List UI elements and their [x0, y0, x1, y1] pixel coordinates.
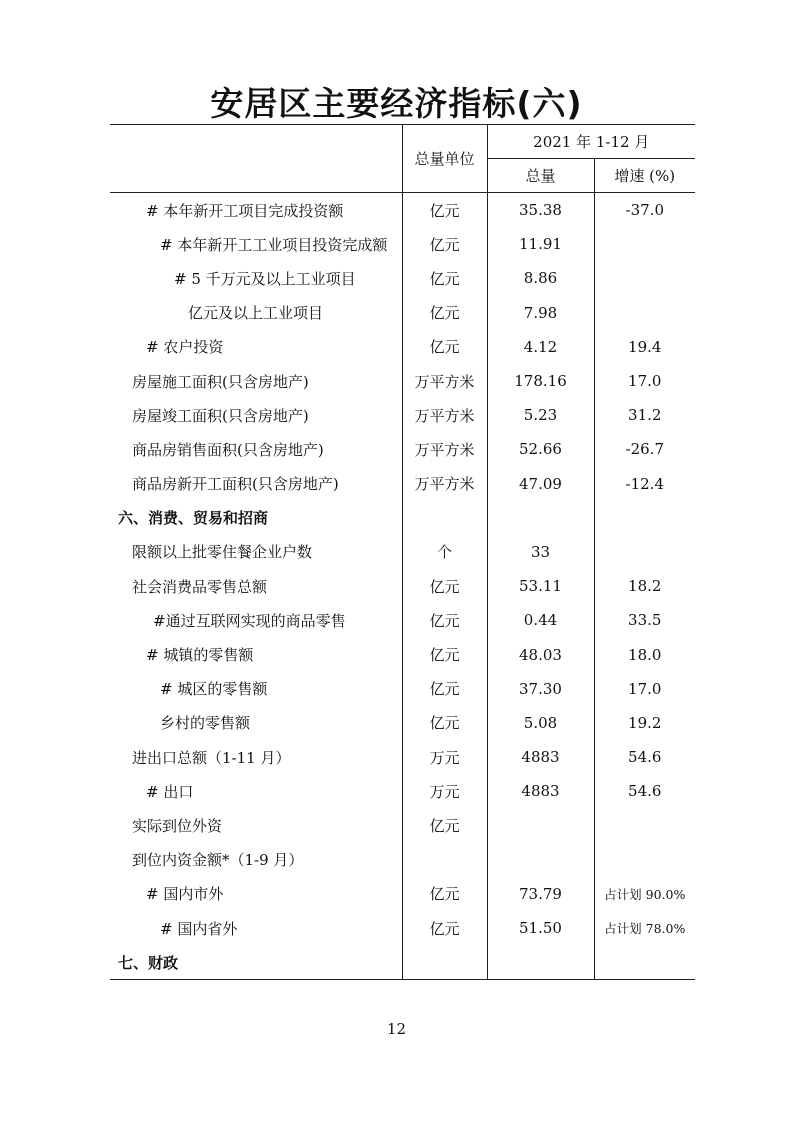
row-total: 51.50	[487, 911, 594, 945]
row-total	[487, 945, 594, 980]
table-row	[110, 432, 695, 466]
table-row	[110, 808, 695, 842]
row-growth: -37.0	[625, 201, 664, 220]
row-unit: 亿元	[402, 672, 487, 706]
row-unit: 亿元	[402, 706, 487, 740]
row-total: 4.12	[487, 330, 594, 364]
table-header	[110, 125, 695, 193]
row-total: 35.38	[487, 193, 594, 228]
section-heading: 六、消费、贸易和招商	[118, 509, 269, 528]
row-total	[487, 843, 594, 877]
row-growth: 占计划 90.0%	[604, 886, 686, 902]
row-label: 商品房新开工面积(只含房地产)	[132, 475, 339, 494]
header-growth: 增速 (%)	[594, 159, 695, 193]
row-growth: 54.6	[628, 748, 662, 767]
row-unit: 亿元	[402, 261, 487, 295]
row-unit: 万平方米	[402, 398, 487, 432]
table-row	[110, 398, 695, 432]
row-total: 52.66	[487, 432, 594, 466]
row-total: 178.16	[487, 364, 594, 398]
header-period: 2021 年 1-12 月	[533, 133, 650, 151]
row-unit: 万平方米	[402, 432, 487, 466]
table-row	[110, 877, 695, 911]
row-total: 37.30	[487, 672, 594, 706]
row-growth: 18.0	[628, 645, 662, 664]
row-label: # 国内市外	[146, 885, 224, 904]
header-blank-cell	[110, 125, 402, 193]
row-label: # 城镇的零售额	[146, 646, 254, 665]
row-label: 房屋竣工面积(只含房地产)	[132, 406, 309, 425]
table-row	[110, 774, 695, 808]
row-label: 到位内资金额*（1-9 月）	[132, 851, 304, 870]
table-row	[110, 740, 695, 774]
row-growth: -26.7	[625, 440, 664, 459]
row-growth: 19.4	[628, 337, 662, 356]
table-row	[110, 193, 695, 228]
row-unit: 万平方米	[402, 467, 487, 501]
row-total: 4883	[487, 740, 594, 774]
row-growth	[594, 227, 695, 261]
table-row	[110, 364, 695, 398]
row-growth: 19.2	[628, 713, 662, 732]
row-total: 53.11	[487, 569, 594, 603]
row-growth: 18.2	[628, 577, 662, 596]
table-row	[110, 569, 695, 603]
indicator-table	[110, 124, 695, 980]
row-total: 73.79	[487, 877, 594, 911]
row-growth: 33.5	[628, 611, 662, 630]
row-unit: 万平方米	[402, 364, 487, 398]
row-unit	[402, 945, 487, 980]
row-label: # 本年新开工项目完成投资额	[146, 201, 344, 220]
row-growth	[594, 808, 695, 842]
row-unit: 亿元	[402, 569, 487, 603]
table-row	[110, 843, 695, 877]
row-unit: 亿元	[402, 330, 487, 364]
row-label: 进出口总额（1-11 月）	[132, 748, 291, 767]
row-label: # 本年新开工工业项目投资完成额	[160, 235, 388, 254]
table-row	[110, 261, 695, 295]
row-growth	[594, 535, 695, 569]
row-total: 47.09	[487, 467, 594, 501]
row-label: 社会消费品零售总额	[132, 577, 268, 596]
row-label: # 城区的零售额	[160, 680, 268, 699]
row-label: # 国内省外	[160, 919, 238, 938]
row-growth	[594, 843, 695, 877]
header-total: 总量	[487, 159, 594, 193]
row-total: 0.44	[487, 603, 594, 637]
table-row	[110, 706, 695, 740]
table-body	[110, 193, 695, 980]
row-growth: 54.6	[628, 782, 662, 801]
table-row	[110, 227, 695, 261]
row-growth: 17.0	[628, 679, 662, 698]
section-row	[110, 945, 695, 980]
row-label: 限额以上批零住餐企业户数	[132, 543, 313, 562]
row-total: 11.91	[487, 227, 594, 261]
table-row	[110, 672, 695, 706]
row-label: 实际到位外资	[132, 816, 223, 835]
page-title: 安居区主要经济指标(六)	[210, 84, 583, 123]
row-growth	[594, 296, 695, 330]
row-unit: 亿元	[402, 637, 487, 671]
row-label: # 出口	[146, 782, 194, 801]
section-heading: 七、财政	[110, 945, 402, 980]
row-total: 8.86	[487, 261, 594, 295]
table-row	[110, 911, 695, 945]
row-total: 4883	[487, 774, 594, 808]
table-row	[110, 535, 695, 569]
page-number: 12	[386, 1020, 407, 1038]
row-total	[487, 808, 594, 842]
row-growth: 占计划 78.0%	[604, 921, 686, 937]
section-row	[110, 501, 695, 535]
row-total: 33	[487, 535, 594, 569]
row-total: 5.23	[487, 398, 594, 432]
row-growth: 17.0	[628, 372, 662, 391]
row-growth: 31.2	[628, 406, 662, 425]
row-total: 7.98	[487, 296, 594, 330]
table-row	[110, 637, 695, 671]
row-label: # 农户投资	[146, 338, 224, 357]
table-row	[110, 467, 695, 501]
row-total: 5.08	[487, 706, 594, 740]
row-unit: 亿元	[402, 603, 487, 637]
row-unit: 万元	[402, 740, 487, 774]
row-total: 48.03	[487, 637, 594, 671]
header-unit: 总量单位	[402, 125, 487, 193]
row-unit	[402, 843, 487, 877]
row-unit: 亿元	[402, 296, 487, 330]
row-label: #通过互联网实现的商品零售	[153, 611, 346, 630]
row-unit: 亿元	[402, 227, 487, 261]
row-unit: 个	[402, 535, 487, 569]
table-row	[110, 296, 695, 330]
row-unit	[402, 501, 487, 535]
row-label: 房屋施工面积(只含房地产)	[132, 372, 309, 391]
row-growth	[594, 501, 695, 535]
table-row	[110, 603, 695, 637]
row-unit: 亿元	[402, 808, 487, 842]
row-growth: -12.4	[625, 474, 664, 493]
table-row	[110, 330, 695, 364]
row-unit: 亿元	[402, 877, 487, 911]
row-label: 乡村的零售额	[160, 714, 251, 733]
row-label: 商品房销售面积(只含房地产)	[132, 440, 324, 459]
row-total	[487, 501, 594, 535]
row-unit: 亿元	[402, 193, 487, 228]
row-label: 亿元及以上工业项目	[188, 304, 324, 323]
row-label: # 5 千万元及以上工业项目	[174, 269, 356, 288]
row-unit: 亿元	[402, 911, 487, 945]
row-unit: 万元	[402, 774, 487, 808]
row-growth	[594, 945, 695, 980]
row-growth	[594, 261, 695, 295]
